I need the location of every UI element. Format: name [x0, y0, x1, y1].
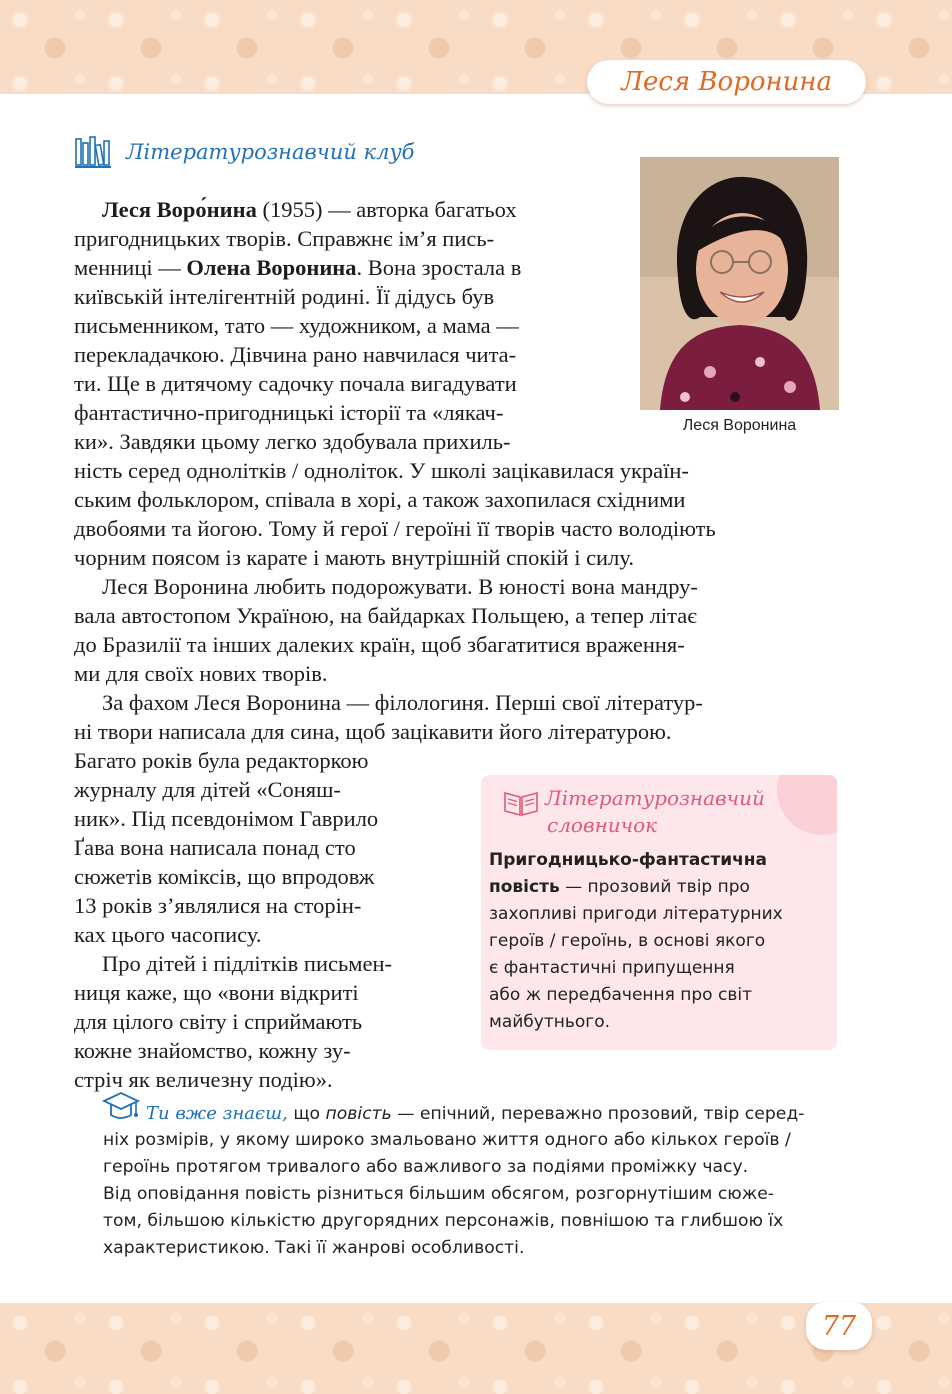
text-line: чорним поясом із карате і мають внутрішній спокій і силу.	[74, 545, 634, 570]
text-line: письменником, тато — художником, а мама —	[74, 313, 519, 338]
know-line: Ти вже знаєш, що повість — епічний, переважно прозовий, твір серед-	[146, 1103, 805, 1124]
know-lead: Ти вже знаєш,	[146, 1103, 288, 1124]
text-line: сюжетів коміксів, що впродовж	[74, 864, 375, 889]
text-line: ським фольклором, співала в хорі, а також захопилася східними	[74, 487, 686, 512]
dict-line: Пригодницько-фантастична	[489, 850, 768, 870]
club-heading	[74, 133, 414, 171]
text-line: Ґава вона написала понад сто	[74, 835, 356, 860]
text-line: стріч як величезну подію».	[74, 1067, 333, 1092]
text-line: менниці — Олена Воронина. Вона зростала в	[74, 255, 522, 280]
text-line: ках цього часопису.	[74, 922, 262, 947]
text-line: Леся Воро́нина (1955) — авторка багатьох	[102, 197, 517, 222]
open-book-icon	[503, 789, 539, 817]
text-line: ниця каже, що «вони відкриті	[74, 980, 359, 1005]
text-line: ти. Ще в дитячому садочку почала вигадувати	[74, 371, 517, 396]
text-line: ки». Завдяки цьому легко здобувала прихиль-	[74, 429, 511, 454]
dictionary-title: Літературознавчий словничок	[545, 786, 765, 837]
text-line: фантастично-пригодницькі історії та «лякач-	[74, 400, 504, 425]
text-line: перекладачкою. Дівчина рано навчилася чита-	[74, 342, 517, 367]
text-line: до Бразилії та інших далеких країн, щоб збагатитися враження-	[74, 632, 685, 657]
text-line: кожне знайомство, кожну зу-	[74, 1038, 351, 1063]
text-line: журналу для дітей «Соняш-	[74, 777, 341, 802]
text-line: вала автостопом Україною, на байдарках Польщею, а тепер літає	[74, 603, 697, 628]
know-line: ніх розмірів, у якому широко змальовано життя одного або кількох героїв /	[103, 1130, 791, 1150]
know-line: характеристикою. Такі її жанрові особливості.	[103, 1238, 525, 1258]
author-photo	[640, 157, 839, 410]
text-line: Леся Воронина любить подорожувати. В юності вона мандру-	[102, 574, 698, 599]
club-title: Літературознавчий клуб	[126, 140, 415, 164]
dict-line: майбутнього.	[489, 1012, 611, 1032]
know-line: том, більшою кількістю другорядних персонажів, повнішою та глибшою їх	[103, 1211, 784, 1231]
chapter-title-tab	[587, 60, 866, 104]
text-line: для цілого світу і сприймають	[74, 1009, 363, 1034]
text-line: За фахом Леся Воронина — філологиня. Перші свої літератур-	[102, 690, 703, 715]
text-line: київській інтелігентній родині. Її дідусь був	[74, 284, 495, 309]
text-line: ні твори написала для сина, щоб зацікавити його літературою.	[74, 719, 672, 744]
graduation-cap-icon	[100, 1089, 142, 1125]
know-line: героїнь протягом тривалого або важливого за подіями проміжку часу.	[103, 1157, 749, 1177]
text-line: пригодницьких творів. Справжнє ім’я пись-	[74, 226, 495, 251]
page-number: 77	[821, 1310, 857, 1342]
dict-line: або ж передбачення про світ	[489, 985, 752, 1005]
text-line: ми для своїх нових творів.	[74, 661, 328, 686]
author-portrait-illustration	[640, 157, 839, 410]
text-line: 13 років з’являлися на сторін-	[74, 893, 362, 918]
dict-line: захопливі пригоди літературних	[489, 904, 783, 924]
text-line: ність серед однолітків / одноліток. У школі зацікавилася україн-	[74, 458, 689, 483]
page-number-tab	[806, 1302, 872, 1350]
text-line: Багато років була редакторкою	[74, 748, 369, 773]
bookshelf-icon	[74, 133, 112, 171]
dict-line: героїв / героїнь, в основі якого	[489, 931, 766, 951]
know-line: Від оповідання повість різниться більшим обсягом, розгорнутішим сюже-	[103, 1184, 775, 1204]
literary-dictionary-box	[481, 775, 837, 1050]
text-line: ник». Під псевдонімом Гаврило	[74, 806, 379, 831]
text-line: двобоями та йогою. Тому й герої / героїні її творів часто володіють	[74, 516, 716, 541]
dict-line: повість — прозовий твір про	[489, 877, 750, 897]
dict-line: є фантастичні припущення	[489, 958, 735, 978]
text-line: Про дітей і підлітків письмен-	[102, 951, 393, 976]
photo-caption: Леся Воронина	[682, 417, 797, 434]
chapter-title: Леся Воронина	[621, 67, 832, 97]
